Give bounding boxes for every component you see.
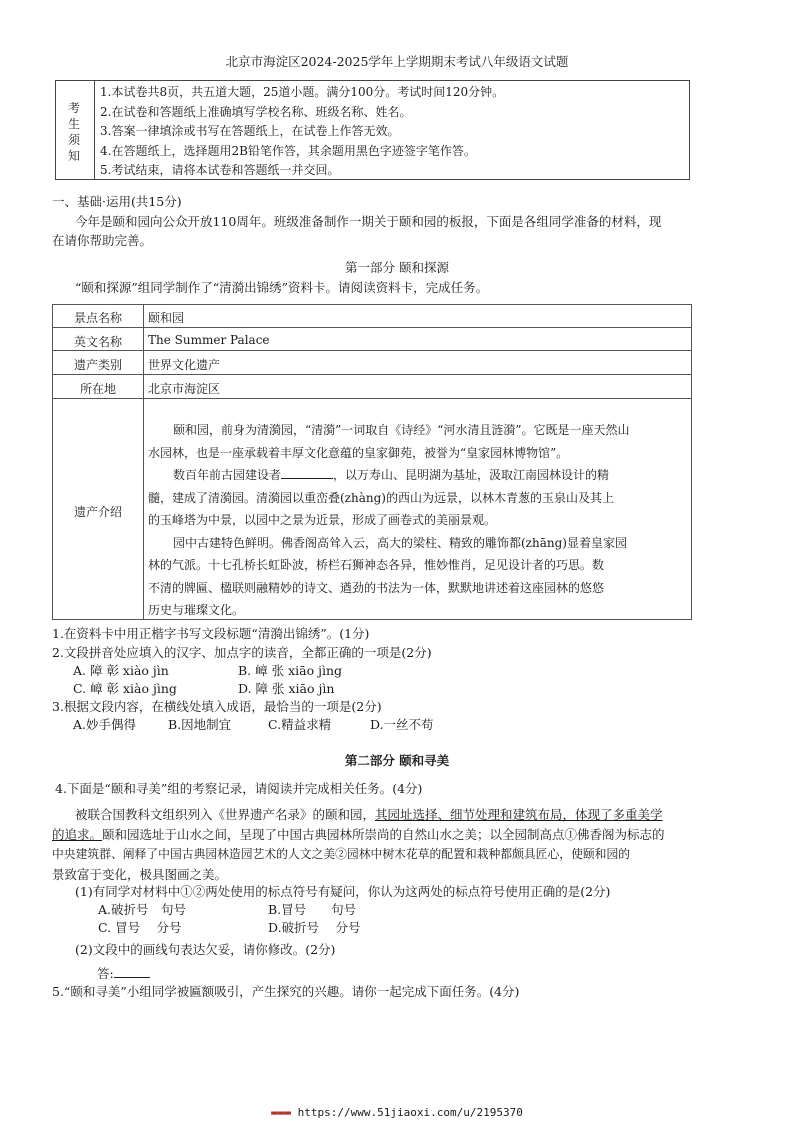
passage-text: 被联合国教科文组织列入《世界遗产名录》的颐和园，	[75, 807, 376, 822]
notice-label	[56, 81, 95, 179]
notice-label-char: 须	[68, 133, 81, 147]
q2-option-a: A. 障 彰 xiào jìn	[73, 663, 169, 678]
card-label: 英文名称	[73, 335, 122, 349]
card-label: 景点名称	[73, 311, 122, 325]
q3-option-d: D.一丝不苟	[370, 717, 434, 732]
exam-notice-box	[55, 80, 690, 180]
part-title: 第一部分 颐和探源	[345, 260, 449, 275]
question-3: 3.根据文段内容，在横线处填入成语，最恰当的一项是(2分)	[52, 699, 382, 714]
card-value: The Summer Palace	[148, 333, 270, 347]
q2-option-d: D. 障 张 xiāo jìn	[238, 681, 335, 696]
intro-line: 髓，建成了清漪园。清漪园以重峦叠(zhàng)的西山为远景，以林木青葱的玉泉山及其上	[148, 490, 614, 505]
underlined-sentence: 的追求。	[52, 827, 103, 842]
card-label: 所在地	[79, 382, 116, 396]
q3-option-c: C.精益求精	[268, 717, 332, 732]
question-2: 2.文段拼音处应填入的汉字、加点字的读音，全都正确的一项是(2分)	[52, 645, 432, 660]
card-label: 遗产介绍	[73, 505, 122, 519]
intro-line: 不清的牌匾、楹联则融精妙的诗文、遒劲的书法为一体，默默地讲述着这座园林的悠悠	[148, 580, 605, 595]
notice-label-char: 考	[68, 101, 81, 115]
intro-line: 的玉峰塔为中景，以园中之景为近景，形成了画卷式的美丽景观。	[148, 513, 497, 527]
question-4: 4.下面是“颐和寻美”组的考察记录，请阅读并完成相关任务。(4分)	[55, 781, 423, 796]
underlined-sentence: 其园址选择、细节处理和建筑布局，	[375, 807, 576, 822]
document-title: 北京市海淀区2024-2025学年上学期期末考试八年级语文试题	[225, 54, 569, 69]
passage-line: 中央建筑群、阐释了中国古典园林造园艺术的人文之美②园林中树木花草的配置和栽种都颇具匠心，使颐和园的	[52, 847, 631, 861]
sub1-option-c: C. 冒号 分号	[98, 920, 182, 935]
section-intro-line: 今年是颐和园向公众开放110周年。班级准备制作一期关于颐和园的板报，下面是各组同学准备的材料，现	[75, 214, 662, 229]
info-card-table	[52, 304, 692, 620]
question-5: 5.“颐和寻美”小组同学被匾额吸引，产生探究的兴趣。请你一起完成下面任务。(4分)	[52, 984, 520, 999]
card-label: 遗产类别	[73, 358, 122, 372]
notice-label-char: 生	[68, 117, 81, 131]
footer-url	[0, 1106, 794, 1119]
answer-label: 答:	[97, 966, 114, 981]
card-value: 北京市海淀区	[148, 382, 221, 396]
q2-option-b: B. 嶂 张 xiāo jìng	[238, 663, 343, 678]
q3-option-a: A.妙手偶得	[73, 717, 137, 732]
answer-blank	[114, 964, 150, 978]
intro-line-with-blank	[148, 464, 688, 487]
section-intro-line: 在请你帮助完善。	[52, 233, 153, 248]
q3-option-b: B.因地制宜	[168, 717, 232, 732]
notice-item: 1.本试卷共8页，共五道大题，25道小题。满分100分。考试时间120分钟。	[100, 85, 505, 99]
notice-label-char: 知	[68, 149, 81, 163]
intro-line: 历史与璀璨文化。	[148, 603, 245, 617]
notice-items	[100, 83, 504, 181]
intro-line: 林的气派。十七孔桥长虹卧波，桥栏石狮神态各异，惟妙惟肖，足见设计者的巧思。数	[148, 558, 605, 572]
intro-line: 水园林，也是一座承载着丰厚文化意蕴的皇家御苑，被誉为“皇家园林博物馆”。	[148, 445, 569, 460]
passage-text: 颐和园选址于山水之间，呈现了中国古典园林所崇尚的自然山水之美；以全园制高点①佛香阁为标志的	[102, 827, 665, 842]
footer-logo-icon: ▬▬▬	[271, 1106, 298, 1119]
underlined-sentence: 体现了多重美学	[575, 807, 663, 822]
notice-item: 4.在答题纸上，选择题用2B铅笔作答，其余题用黑色字迹签字笔作答。	[100, 143, 476, 158]
sub-question-2: (2)文段中的画线句表达欠妥，请你修改。(2分)	[75, 942, 336, 957]
q2-option-c: C. 嶂 彰 xiào jìng	[73, 681, 177, 696]
heritage-intro	[148, 419, 688, 622]
sub1-option-d: D.破折号 分号	[268, 920, 361, 935]
intro-text: ，以万寿山、昆明湖为基址，汲取江南园林设计的精	[333, 468, 610, 482]
passage-line: 景致富于变化，极具图画之美。	[52, 867, 228, 882]
part-description: “颐和探源”组同学制作了“清漪出锦绣”资料卡。请阅读资料卡，完成任务。	[75, 280, 489, 295]
notice-item: 2.在试卷和答题纸上准确填写学校名称、班级名称、姓名。	[100, 104, 412, 119]
sub-question-1: (1)有同学对材料中①②两处使用的标点符号有疑问，你认为这两处的标点符号使用正确的是(2分)	[75, 884, 611, 899]
notice-item: 3.答案一律填涂或书写在答题纸上，在试卷上作答无效。	[100, 124, 400, 138]
question-1: 1.在资料卡中用正楷字书写文段标题“清漪出锦绣”。(1分)	[52, 626, 370, 641]
notice-item: 5.考试结束，请将本试卷和答题纸一并交回。	[100, 163, 340, 177]
passage-line	[52, 825, 665, 843]
footer-link[interactable]: https://www.51jiaoxi.com/u/2195370	[297, 1106, 523, 1119]
intro-text: 数百年前古园建设者	[173, 468, 282, 482]
card-value: 颐和园	[148, 311, 185, 325]
intro-line: 园中古建特色鲜明。佛香阁高耸入云，高大的梁柱、精致的雕饰都(zhāng)显着皇家园	[173, 535, 627, 550]
card-value: 世界文化遗产	[148, 358, 221, 372]
sub1-option-b: B.冒号 句号	[268, 902, 357, 917]
part-title: 第二部分 颐和寻美	[344, 753, 450, 768]
idiom-blank	[281, 465, 333, 479]
answer-line	[97, 964, 150, 982]
section-heading: 一、基础·运用(共15分)	[52, 194, 182, 209]
passage-line	[75, 805, 663, 823]
intro-line: 颐和园，前身为清漪园，“清漪”一词取自《诗经》“河水清且涟漪”。它既是一座天然山	[173, 423, 630, 437]
sub1-option-a: A.破折号 句号	[98, 902, 187, 917]
